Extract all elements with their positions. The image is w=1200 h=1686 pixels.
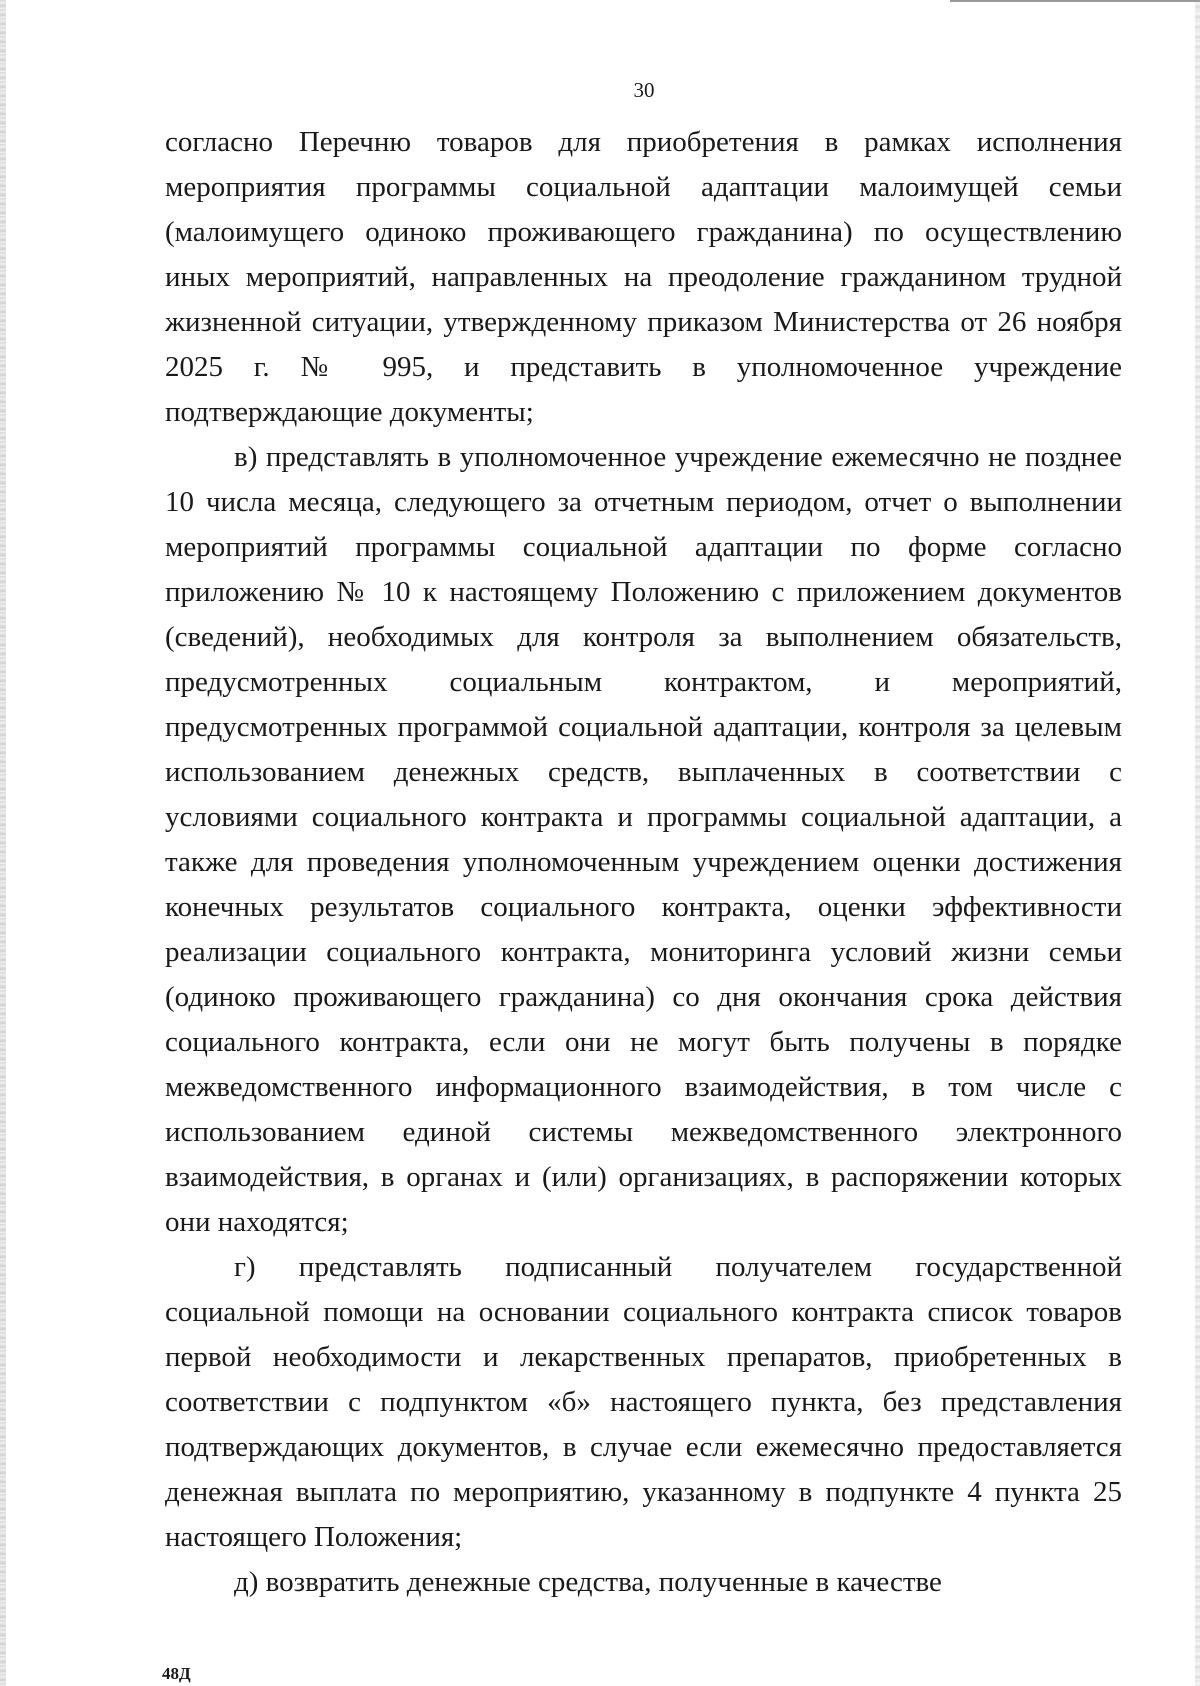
paragraph-item-g: г) представлять подписанный получателем государственной социальной помощи на основании социального контракта список товаров первой необходимости и лекарственных препаратов, приобретенных в соответствии с подпунктом «б» настоящего пункта, без представления подтверждающих документов, в случае если ежемесячно предоставляется денежная выплата по мероприятию, указанному в подпункте 4 пункта 25 настоящего Положения; (165, 1251, 1122, 1553)
paragraph-continuation: согласно Перечню товаров для приобретения в рамках исполнения мероприятия программы социальной адаптации малоимущей семьи (малоимущего одиноко проживающего гражданина) по осуществлению иных мероприятий, направленных на преодоление гражданином трудной жизненной ситуации, утвержденному приказом Министерства от 26 ноября 2025 г. № 995, и представить в уполномоченное учреждение подтверждающие документы; (165, 126, 1122, 428)
footer-code: 48Д (162, 1664, 191, 1683)
document-body (165, 120, 1122, 1605)
scan-edge-top (950, 0, 1200, 2)
paragraph-item-d: д) возвратить денежные средства, полученные в качестве (234, 1566, 942, 1598)
scan-edge-left (0, 0, 6, 1686)
scan-edge-right (1195, 0, 1200, 1686)
paragraph-item-v: в) представлять в уполномоченное учреждение ежемесячно не позднее 10 числа месяца, следующего за отчетным периодом, отчет о выполнении мероприятий программы социальной адаптации по форме согласно приложению № 10 к настоящему Положению с приложением документов (сведений), необходимых для контроля за выполнением обязательств, предусмотренных социальным контрактом, и мероприятий, предусмотренных программой социальной адаптации, контроля за целевым использованием денежных средств, выплаченных в соответствии с условиями социального контракта и программы социальной адаптации, а также для проведения уполномоченным учреждением оценки достижения конечных результатов социального контракта, оценки эффективности реализации социального контракта, мониторинга условий жизни семьи (одиноко проживающего гражданина) со дня окончания срока действия социального контракта, если они не могут быть получены в порядке межведомственного информационного взаимодействия, в том числе с использованием единой системы межведомственного электронного взаимодействия, в органах и (или) организациях, в распоряжении которых они находятся; (165, 441, 1122, 1238)
page-number: 30 (633, 78, 655, 102)
